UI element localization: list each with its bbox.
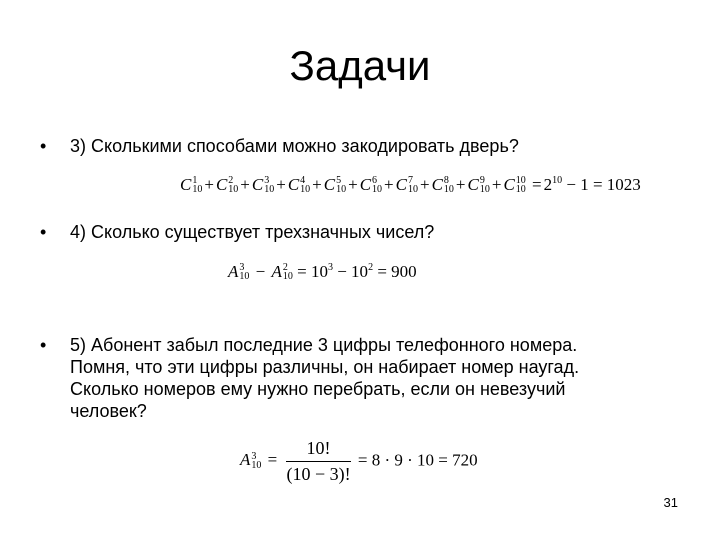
page-number: 31 [663,495,678,510]
formula-1-term-c6: C 6 10 [359,175,383,196]
formula-3-numerator: 10! [286,438,350,462]
formula-1-tail-base: 2 [543,175,553,194]
formula-1-term-c3: C 3 10 [251,175,275,196]
formula-2-result: = 900 [373,262,417,281]
formula-1-term-c2: C 2 10 [215,175,239,196]
bullet-marker: • [40,136,47,156]
formula-1-plus: + [312,175,322,194]
formula-1-term-c7: C 7 10 [395,175,418,196]
formula-1-term-c1: C 1 10 [180,175,203,196]
problem-3-line-1: 5) Абонент забыл последние 3 цифры телефонного номера. [70,335,578,355]
bullet-marker: • [40,335,47,355]
formula-3 [240,438,478,485]
formula-1-term-c9: C 9 10 [467,175,490,196]
formula-1 [180,175,641,195]
formula-1-plus: + [419,175,430,194]
formula-1-term-c10: C 10 10 [503,175,526,196]
formula-1-plus: + [384,175,394,194]
formula-2-minus2: − 10 [332,262,369,281]
formula-2-minus: − [255,262,266,281]
slide-title: Задачи [289,42,431,89]
formula-1-plus: + [491,175,502,194]
formula-2-term-a2: A 2 10 [271,262,293,283]
formula-1-equals: = [532,175,542,194]
formula-1-tail-power: 10 [552,175,563,186]
bullet-marker: • [40,222,47,242]
formula-2-term-a3: A 3 10 [228,262,250,283]
formula-1-term-c5: C 5 10 [323,175,347,196]
problem-3-line-2: Помня, что эти цифры различны, он набирает номер наугад. [70,357,580,377]
formula-1-plus: + [276,175,286,194]
problem-3-text [70,334,680,422]
formula-1-plus: + [204,175,214,194]
formula-1-tail-rest: − 1 = 1023 [566,175,641,194]
formula-1-term-c4: C 4 10 [287,175,311,196]
problem-1-text: 3) Сколькими способами можно закодировать дверь? [70,136,519,156]
formula-3-equals: = [267,450,278,470]
formula-2 [228,262,417,282]
formula-1-plus: + [348,175,358,194]
formula-2-eq1: = 10 [297,262,328,281]
formula-2-pow2: 2 [368,262,374,273]
problem-3-line-3: Сколько номеров ему нужно перебрать, если он невезучий [70,379,566,399]
formula-3-denominator: (10 − 3)! [286,464,351,484]
problem-3-line-4: человек? [70,401,147,421]
formula-1-plus: + [240,175,250,194]
formula-3-fraction [286,438,350,485]
formula-2-pow1: 3 [327,262,333,273]
problem-2-text: 4) Сколько существует трехзначных чисел? [70,222,435,242]
formula-1-plus: + [455,175,466,194]
formula-1-term-c8: C 8 10 [431,175,454,196]
formula-3-term-a3: A 3 10 [240,450,262,471]
formula-1-terms [180,175,526,194]
formula-3-result: = 8 · 9 · 10 = 720 [357,450,478,470]
